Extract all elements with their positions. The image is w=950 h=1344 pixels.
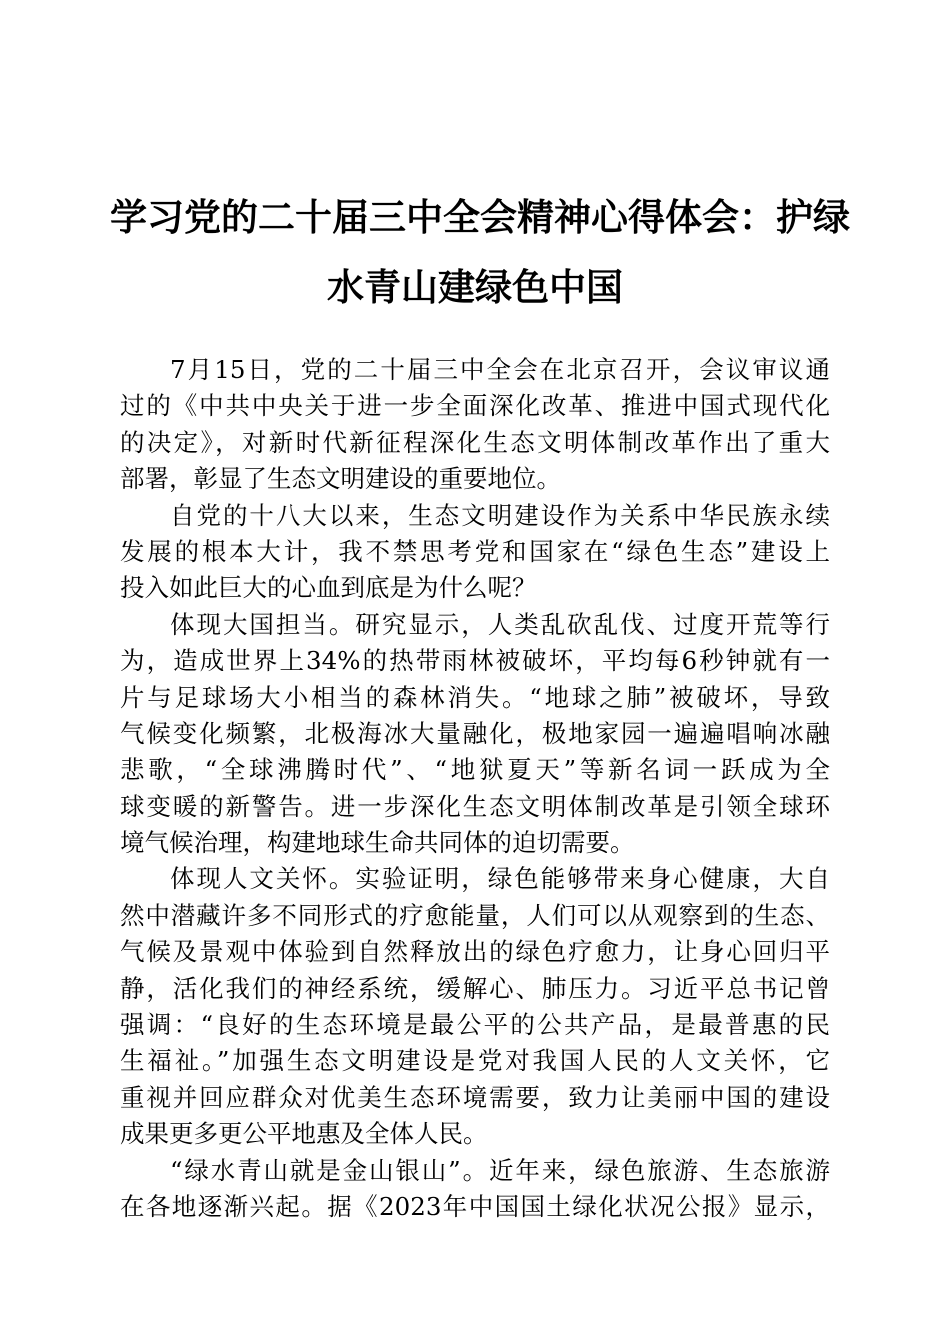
paragraph-4-line-7: 重视并回应群众对优美生态环境需要，致力让美丽中国的建设 [120, 1082, 830, 1112]
paragraph-4-line-2: 然中潜藏许多不同形式的疗愈能量，人们可以从观察到的生态、 [120, 900, 830, 930]
paragraph-1-line-1: 7月15日，党的二十届三中全会在北京召开，会议审议通 [170, 355, 830, 384]
paragraph-5-line-2: 在各地逐渐兴起。据《2023年中国国土绿化状况公报》显示， [120, 1191, 830, 1221]
paragraph-2-line-3: 投入如此巨大的心血到底是为什么呢？ [120, 573, 537, 603]
paragraph-3-line-1: 体现大国担当。研究显示，人类乱砍乱伐、过度开荒等行 [170, 609, 830, 639]
paragraph-1-line-4: 部署，彰显了生态文明建设的重要地位。 [120, 464, 561, 494]
title-line-2: 水青山建绿色中国 [327, 266, 623, 309]
paragraph-5-line-1: “绿水青山就是金山银山”。近年来，绿色旅游、生态旅游 [170, 1155, 830, 1185]
paragraph-3-line-2: 为，造成世界上34%的热带雨林被破坏，平均每6秒钟就有一 [120, 646, 830, 676]
paragraph-3-line-5: 悲歌，“全球沸腾时代”、“地狱夏天”等新名词一跃成为全 [120, 755, 830, 785]
paragraph-1-line-3: 的决定》，对新时代新征程深化生态文明体制改革作出了重大 [120, 427, 830, 457]
paragraph-4-line-5: 强调：“良好的生态环境是最公平的公共产品，是最普惠的民 [120, 1010, 830, 1040]
paragraph-4-line-8: 成果更多更公平地惠及全体人民。 [120, 1119, 488, 1149]
paragraph-3-line-6: 球变暖的新警告。进一步深化生态文明体制改革是引领全球环 [120, 791, 830, 821]
document-title [110, 183, 850, 323]
paragraph-2-line-1: 自党的十八大以来，生态文明建设作为关系中华民族永续 [170, 500, 830, 530]
paragraph-1-line-2: 过的《中共中央关于进一步全面深化改革、推进中国式现代化 [120, 391, 830, 421]
paragraph-2-line-2: 发展的根本大计，我不禁思考党和国家在“绿色生态”建设上 [120, 536, 830, 566]
paragraph-4-line-4: 静，活化我们的神经系统，缓解心、肺压力。习近平总书记曾 [120, 973, 830, 1003]
paragraph-4-line-3: 气候及景观中体验到自然释放出的绿色疗愈力，让身心回归平 [120, 937, 830, 967]
paragraph-4-line-1: 体现人文关怀。实验证明，绿色能够带来身心健康，大自 [170, 864, 830, 894]
paragraph-4-line-6: 生福祉。”加强生态文明建设是党对我国人民的人文关怀，它 [120, 1046, 830, 1076]
document-body [120, 352, 830, 1225]
paragraph-3-line-7: 境气候治理，构建地球生命共同体的迫切需要。 [120, 828, 635, 858]
title-line-1: 学习党的二十届三中全会精神心得体会：护绿 [110, 196, 850, 239]
paragraph-3-line-4: 气候变化频繁，北极海冰大量融化，极地家园一遍遍唱响冰融 [120, 718, 830, 748]
paragraph-3-line-3: 片与足球场大小相当的森林消失。“地球之肺”被破坏，导致 [120, 682, 830, 712]
